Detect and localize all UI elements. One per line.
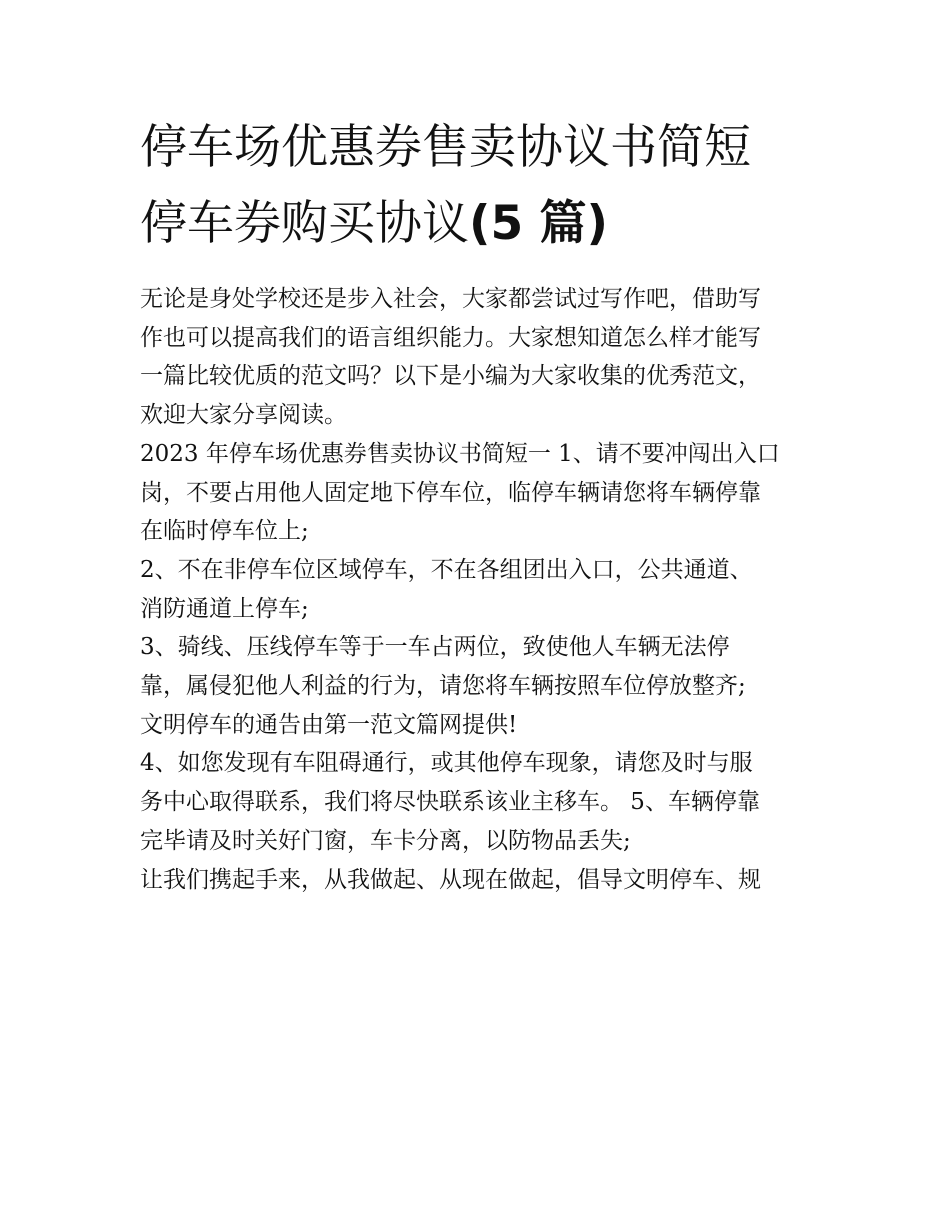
paragraph-item-2 [140, 551, 820, 628]
text-line: 文明停车的通告由第一范文篇网提供! [140, 711, 518, 738]
text-line: 靠，属侵犯他人利益的行为，请您将车辆按照车位停放整齐; [140, 673, 746, 700]
text-line: 完毕请及时关好门窗，车卡分离，以防物品丢失; [140, 827, 631, 854]
paragraph-item-3 [140, 628, 820, 744]
text-line: 务中心取得联系，我们将尽快联系该业主移车。 5、车辆停靠 [140, 789, 760, 816]
text-line: 一篇比较优质的范文吗？以下是小编为大家收集的优秀范文， [140, 363, 761, 390]
text-line: 4、如您发现有车阻碍通行，或其他停车现象，请您及时与服 [140, 750, 753, 777]
text-line: 作也可以提高我们的语言组织能力。大家想知道怎么样才能写 [140, 324, 761, 351]
document-title [140, 110, 820, 262]
paragraph-item-4 [140, 744, 820, 860]
text-line: 3、骑线、压线停车等于一车占两位，致使他人车辆无法停 [140, 634, 730, 661]
text-line: 消防通道上停车; [140, 595, 309, 622]
paragraph-intro [140, 280, 820, 435]
text-line: 欢迎大家分享阅读。 [140, 402, 347, 429]
text-line: 2、不在非停车位区域停车，不在各组团出入口，公共通道、 [140, 556, 753, 583]
title-line-2 [140, 186, 820, 262]
text-line: 2023 年停车场优惠券售卖协议书简短一 1、请不要冲闯出入口 [140, 440, 780, 467]
paragraph-closing [140, 861, 820, 900]
text-line: 在临时停车位上; [140, 518, 309, 545]
text-line: 无论是身处学校还是步入社会，大家都尝试过写作吧，借助写 [140, 286, 761, 312]
paragraph-item-1 [140, 435, 820, 551]
title-line-1: 停车场优惠券售卖协议书简短 [140, 120, 751, 175]
title-line-2-text: 停车券购买协议 [140, 196, 469, 251]
document-body [140, 280, 820, 899]
text-line: 岗，不要占用他人固定地下停车位，临停车辆请您将车辆停靠 [140, 479, 761, 506]
title-count: (5 篇) [469, 196, 609, 251]
text-line: 让我们携起手来，从我做起、从现在做起，倡导文明停车、规 [140, 866, 761, 893]
